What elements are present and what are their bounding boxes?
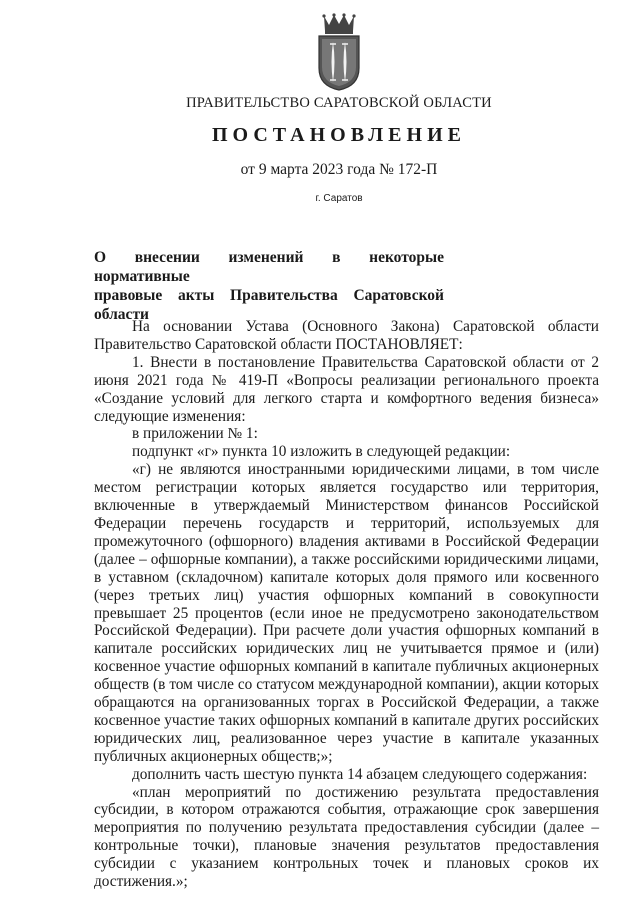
government-name: ПРАВИТЕЛЬСТВО САРАТОВСКОЙ ОБЛАСТИ (186, 95, 492, 111)
document-title-line-1: О внесении изменений в некоторые нормативные (94, 249, 444, 285)
body-paragraph: в приложении № 1: (132, 425, 258, 443)
document-date-number: от 9 марта 2023 года № 172-П (240, 161, 438, 178)
body-paragraph: дополнить часть шестую пункта 14 абзацем следующего содержания: (132, 765, 588, 783)
document-body (94, 318, 599, 891)
document-type-heading: ПОСТАНОВЛЕНИЕ (212, 124, 466, 146)
body-paragraph: «план мероприятий по достижению результата предоставления субсидии, в котором отражаются события, отражающие срок завершения мероприятия по получению результата предоставления субсидии (далее – контрольные точки), плановые значения результатов предоставления субсидии с указанием контрольных точек и плановых сроков их достижения.»; (94, 783, 599, 891)
body-paragraph: 1. Внести в постановление Правительства Саратовской области от 2 июня 2021 года № 419-П «Вопросы реализации регионального проекта «Создание условий для легкого старта и комфортного ведения бизнеса» следующие изменения: (94, 353, 599, 425)
body-paragraph: На основании Устава (Основного Закона) Саратовской области Правительство Саратовской области ПОСТАНОВЛЯЕТ: (94, 318, 599, 353)
coat-of-arms-emblem (316, 12, 362, 92)
body-paragraph: подпункт «г» пункта 10 изложить в следующей редакции: (132, 443, 511, 461)
document-title-line-2: правовые акты Правительства Саратовской области (94, 287, 444, 323)
document-city: г. Саратов (315, 193, 363, 204)
body-paragraph: «г) не являются иностранными юридическими лицами, в том числе местом регистрации которых является государство или территория, включенные в утверждаемый Министерством финансов Российской Федерации перечень государств и территорий, используемых для промежуточного (офшорного) владения активами в Российской Федерации (далее – офшорные компании), а также российскими юридическими лицами, в уставном (складочном) капитале которых доля прямого или косвенного (через третьих лиц) участия офшорных компаний в совокупности превышает 25 процентов (если иное не предусмотрено законодательством Российской Федерации). При расчете доли участия офшорных компаний в капитале российских юридических лиц не учитывается прямое и (или) косвенное участие офшорных компаний в капитале публичных акционерных обществ (в том числе со статусом международной компании), акции которых обращаются на организованных торгах в Российской Федерации, а также косвенное участие таких офшорных компаний в капитале других российских юридических лиц, реализованное через участие в капитале указанных публичных акционерных обществ;»; (94, 461, 599, 765)
document-title (94, 248, 444, 324)
